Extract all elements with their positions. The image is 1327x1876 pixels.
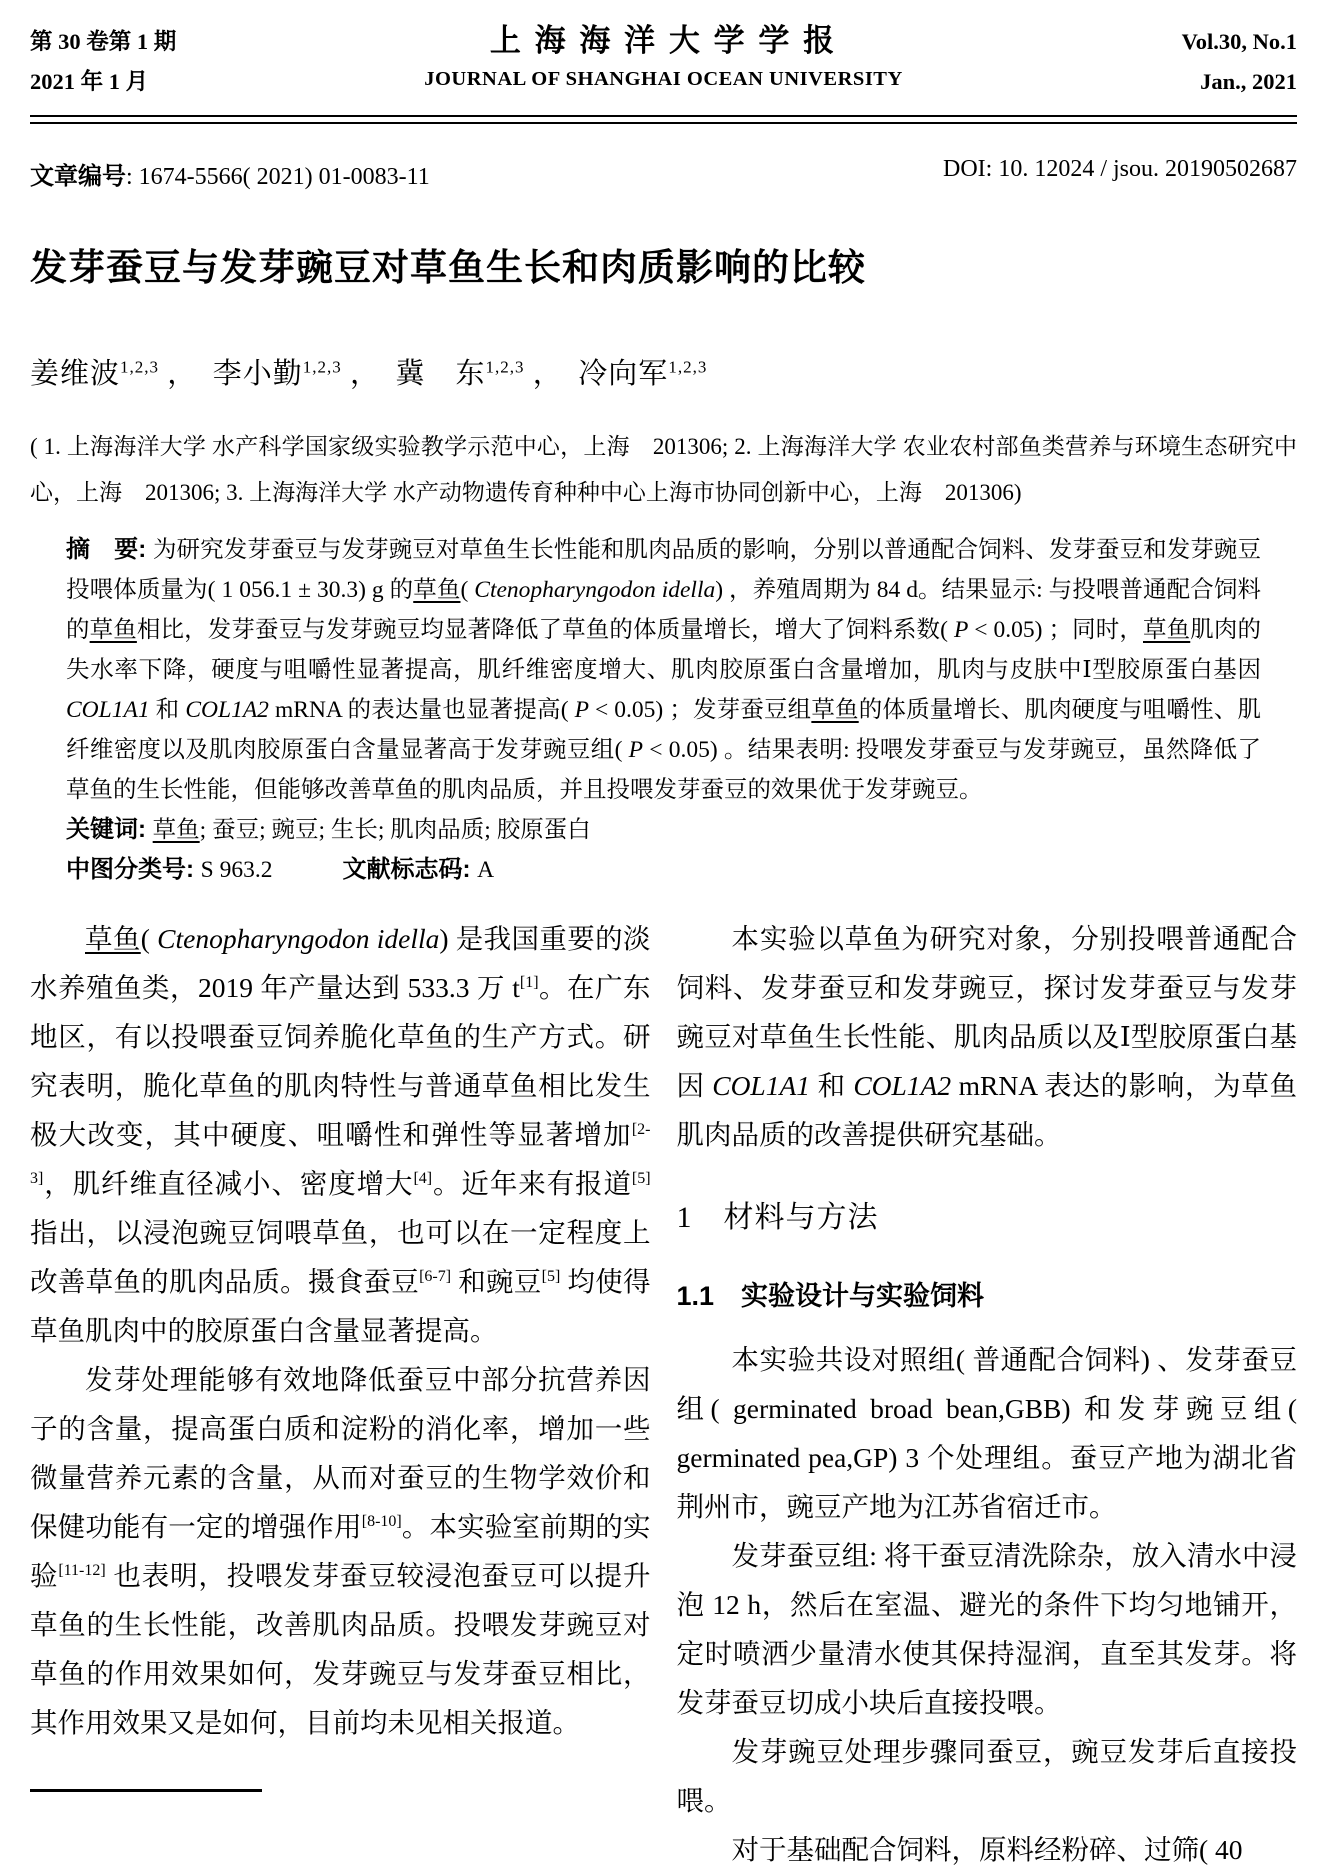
abstract-block	[30, 530, 1297, 890]
journal-title-en: JOURNAL OF SHANGHAI OCEAN UNIVERSITY	[424, 68, 903, 90]
section-1-1-heading: 1.1 实验设计与实验饲料	[676, 1281, 985, 1311]
article-doi: DOI: 10. 12024 / jsou. 20190502687	[943, 156, 1297, 182]
article-meta-row	[30, 156, 1297, 191]
methods-paragraph-1: 本实验共设对照组( 普通配合饲料) 、发芽蚕豆组( germinated broad bean,GBB) 和发芽豌豆组( germinated pea,GP) 3 个处理组。蚕豆产地为湖北省荆州市，豌豆产地为江苏省宿迁市。	[676, 1344, 1297, 1522]
journal-vol-block	[1047, 22, 1297, 102]
clc-label: 中图分类号:	[66, 856, 201, 883]
journal-vol-en: Vol.30, No.1	[1181, 29, 1297, 54]
methods-paragraph-4: 对于基础配合饲料，原料经粉碎、过筛( 40	[731, 1834, 1243, 1865]
abstract-text: 为研究发芽蚕豆与发芽豌豆对草鱼生长性能和肌肉品质的影响，分别以普通配合饲料、发芽蚕豆和发芽豌豆投喂体质量为( 1 056.1 ± 30.3) g 的草鱼( Ctenopharyngodon idella) ，养殖周期为 84 d。结果显示: 与投喂普通配合饲料的草鱼相比，发芽蚕豆与发芽豌豆均显著降低了草鱼的体质量增长，增大了饲料系数( P < 0.05) ；同时，草鱼肌肉的失水率下降，硬度与咀嚼性显著提高，肌纤维密度增大、肌肉胶原蛋白含量增加，肌肉与皮肤中Ⅰ型胶原蛋白基因 COL1A1 和 COL1A2 mRNA 的表达量也显著提高( P < 0.05) ；发芽蚕豆组草鱼的体质量增长、肌肉硬度与咀嚼性、肌纤维密度以及肌肉胶原蛋白含量显著高于发芽豌豆组( P < 0.05) 。结果表明: 投喂发芽蚕豆与发芽豌豆，虽然降低了草鱼的生长性能，但能够改善草鱼的肌肉品质，并且投喂发芽蚕豆的效果优于发芽豌豆。	[66, 537, 1262, 803]
paper-title: 发芽蚕豆与发芽豌豆对草鱼生长和肉质影响的比较	[30, 247, 866, 288]
affiliation-line: ( 1. 上海海洋大学 水产科学国家级实验教学示范中心，上海 201306; 2. 上海海洋大学 农业农村部鱼类营养与环境生态研究中心，上海 201306; 3. 上海海洋大学 水产动物遗传育种种中心上海市协同创新中心，上海 201306)	[30, 434, 1297, 505]
doc-code-label: 文献标志码:	[342, 856, 478, 883]
journal-issue-block	[30, 22, 280, 102]
left-column	[30, 914, 651, 1874]
article-number-value: : 1674-5566( 2021) 01-0083-11	[126, 164, 430, 190]
intro-paragraph-1: 草鱼( Ctenopharyngodon idella) 是我国重要的淡水养殖鱼类，2019 年产量达到 533.3 万 t[1]。在广东地区，有以投喂蚕豆饲养脆化草鱼的生产方式。研究表明，脆化草鱼的肌肉特性与普通草鱼相比发生极大改变，其中硬度、咀嚼性和弹性等显著增加[2-3]，肌纤维直径减小、密度增大[4]。近年来有报道[5] 指出，以浸泡豌豆饲喂草鱼，也可以在一定程度上改善草鱼的肌肉品质。摄食蚕豆[6-7] 和豌豆[5] 均使得草鱼肌肉中的胶原蛋白含量显著提高。	[30, 923, 651, 1346]
journal-header	[30, 22, 1297, 102]
journal-date-en: Jan., 2021	[1200, 69, 1297, 94]
right-column	[677, 914, 1298, 1874]
clc-line	[66, 850, 1261, 890]
footnote-rule	[30, 1789, 262, 1792]
journal-title-cn: 上 海 海 洋 大 学 学 报	[489, 23, 838, 58]
section-1-heading: 1 材料与方法	[676, 1201, 879, 1234]
authors-line: 姜维波$^{1,2,3}$ ， 李小勤$^{1,2,3}$ ， 冀 东$^{1,2,3}$ ， 冷向军$^{1,2,3}$	[30, 357, 708, 390]
clc-value: S 963.2	[200, 857, 273, 883]
doc-code-value: A	[477, 857, 495, 883]
header-double-rule	[30, 115, 1297, 124]
abstract-paragraph	[66, 530, 1261, 810]
intro-paragraph-3: 本实验以草鱼为研究对象，分别投喂普通配合饲料、发芽蚕豆和发芽豌豆，探讨发芽蚕豆与发芽豌豆对草鱼生长性能、肌肉品质以及Ⅰ型胶原蛋白基因 COL1A1 和 COL1A2 mRNA 表达的影响，为草鱼肌肉品质的改善提供研究基础。	[676, 923, 1298, 1150]
methods-paragraph-2: 发芽蚕豆组: 将干蚕豆清洗除杂，放入清水中浸泡 12 h，然后在室温、避光的条件下均匀地铺开，定时喷洒少量清水使其保持湿润，直至其发芽。将发芽蚕豆切成小块后直接投喂。	[676, 1540, 1297, 1718]
intro-paragraph-2: 发芽处理能够有效地降低蚕豆中部分抗营养因子的含量，提高蛋白质和淀粉的消化率，增加一些微量营养元素的含量，从而对蚕豆的生物学效价和保健功能有一定的增强作用[8-10]。本实验室前期的实验[11-12] 也表明，投喂发芽蚕豆较浸泡蚕豆可以提升草鱼的生长性能，改善肌肉品质。投喂发芽豌豆对草鱼的作用效果如何，发芽豌豆与发芽蚕豆相比，其作用效果又是如何，目前均未见相关报道。	[30, 1364, 651, 1738]
methods-paragraph-3: 发芽豌豆处理步骤同蚕豆，豌豆发芽后直接投喂。	[676, 1736, 1297, 1816]
body-columns	[30, 914, 1297, 1874]
article-number	[30, 156, 430, 191]
journal-title-block	[280, 22, 1047, 91]
keywords-label: 关键词:	[66, 816, 153, 843]
abstract-label: 摘 要:	[66, 536, 153, 563]
keywords-text: 草鱼; 蚕豆; 豌豆; 生长; 肌肉品质; 胶原蛋白	[152, 817, 591, 843]
journal-issue-cn: 第 30 卷第 1 期	[30, 29, 177, 54]
keywords-line	[66, 810, 1261, 850]
article-number-label: 文章编号	[30, 163, 126, 190]
journal-date-cn: 2021 年 1 月	[30, 69, 149, 94]
